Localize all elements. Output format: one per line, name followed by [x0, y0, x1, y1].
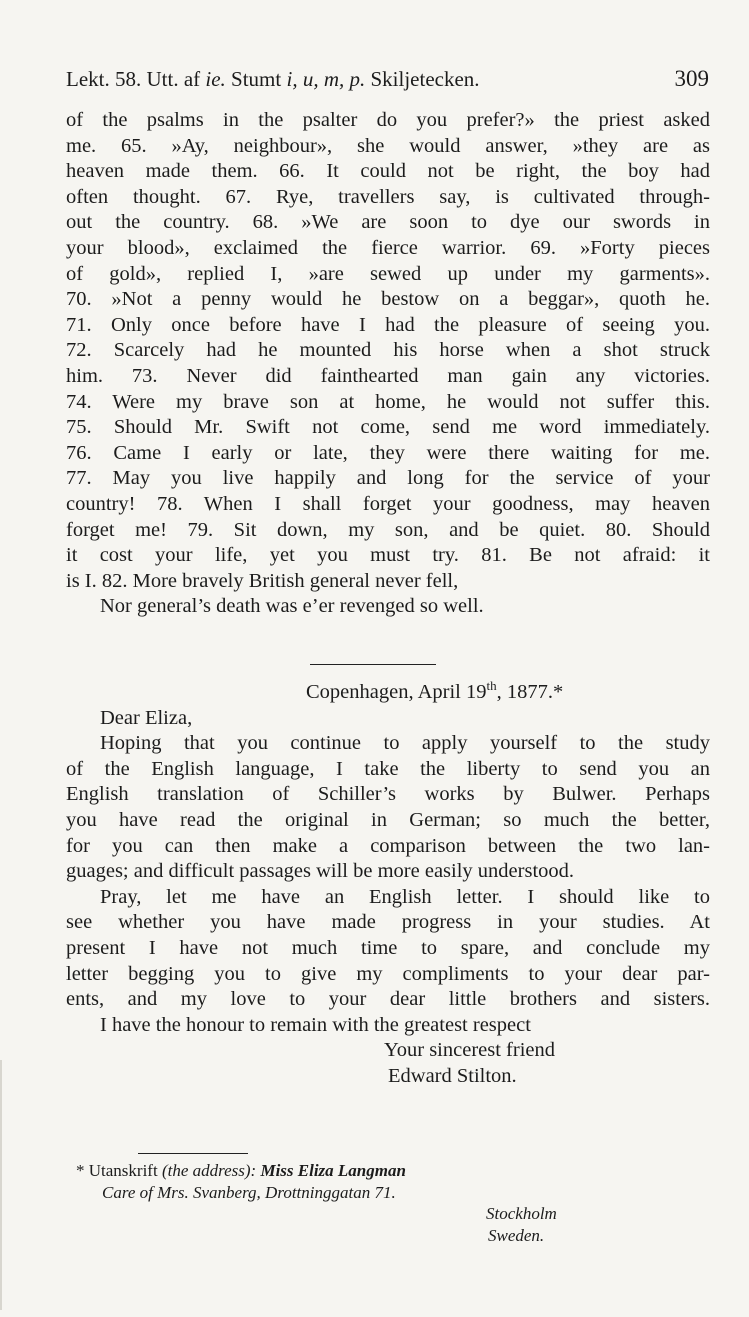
letter-dateline: Copenhagen, April 19th, 1877.*: [306, 678, 564, 703]
exercise-text: [66, 108, 710, 620]
running-title: Lekt. 58. Utt. af ie. Stumt i, u, m, p. Skiljetecken.: [66, 67, 480, 91]
text-line: 72. Scarcely had he mounted his horse when a shot struck: [66, 339, 710, 362]
footnote-line: Stockholm: [486, 1204, 557, 1223]
text-line: it cost your life, yet you must try. 81. Be not afraid: it: [66, 544, 710, 567]
verse-line: Nor general’s death was e’er revenged so well.: [100, 595, 484, 618]
text-line: out the country. 68. »We are soon to dye our swords in: [66, 211, 710, 234]
text-line: of gold», replied I, »are sewed up under my garments».: [66, 262, 710, 285]
text-line: is I. 82. More bravely British general never fell,: [66, 569, 459, 592]
footnote-line: Sweden.: [488, 1225, 545, 1245]
text-line: country! 78. When I shall forget your goodness, may heaven: [66, 492, 710, 515]
text-line: 70. »Not a penny would he bestow on a beggar», quoth he.: [66, 288, 710, 311]
letter-signature: Edward Stilton.: [388, 1064, 517, 1087]
signature-rule: [138, 1153, 248, 1154]
letter-line: English translation of Schiller’s works by Bulwer. Perhaps: [66, 783, 710, 806]
text-line: your blood», exclaimed the fierce warrior. 69. »Forty pieces: [66, 236, 710, 259]
page-number: 309: [674, 66, 709, 91]
letter-line: see whether you have made progress in your studies. At: [66, 911, 710, 934]
letter-closing: Your sincerest friend: [384, 1039, 555, 1062]
text-line: 74. Were my brave son at home, he would not suffer this.: [66, 390, 710, 413]
letter-line: letter begging you to give my compliments to your dear par-: [66, 962, 710, 985]
footnote: [60, 1160, 720, 1246]
text-line: forget me! 79. Sit down, my son, and be quiet. 80. Should: [66, 518, 710, 541]
section-divider: [310, 664, 436, 665]
page-edge-shadow: [0, 1060, 2, 1310]
text-line: heaven made them. 66. It could not be right, the boy had: [66, 160, 710, 183]
letter-line: of the English language, I take the liberty to send you an: [66, 757, 710, 780]
letter-line: you have read the original in German; so much the better,: [66, 808, 710, 831]
letter-line: Hoping that you continue to apply yourself to the study: [100, 732, 710, 755]
text-line: often thought. 67. Rye, travellers say, is cultivated through-: [66, 185, 710, 208]
text-line: 77. May you live happily and long for the service of your: [66, 467, 710, 490]
letter-line: ents, and my love to your dear little brothers and sisters.: [66, 988, 710, 1011]
letter-line: guages; and difficult passages will be more easily understood.: [66, 860, 575, 883]
text-line: me. 65. »Ay, neighbour», she would answer, »they are as: [66, 134, 710, 157]
text-line: of the psalms in the psalter do you prefer?» the priest asked: [66, 109, 710, 131]
text-line: 76. Came I early or late, they were there waiting for me.: [66, 441, 710, 464]
text-line: 71. Only once before have I had the pleasure of seeing you.: [66, 313, 710, 336]
letter-line: I have the honour to remain with the greatest respect: [100, 1013, 531, 1036]
text-line: him. 73. Never did fainthearted man gain any victories.: [66, 364, 710, 387]
running-header: [66, 66, 709, 92]
letter: [66, 680, 710, 1090]
letter-salutation: Dear Eliza,: [100, 706, 193, 729]
text-line: 75. Should Mr. Swift not come, send me word immediately.: [66, 416, 710, 439]
footnote-line: * Utanskrift (the address): Miss Eliza Langman: [76, 1161, 406, 1180]
letter-line: Pray, let me have an English letter. I should like to: [100, 885, 710, 908]
letter-line: present I have not much time to spare, and conclude my: [66, 936, 710, 959]
footnote-line: Care of Mrs. Svanberg, Drottninggatan 71.: [102, 1182, 396, 1202]
letter-line: for you can then make a comparison between the two lan-: [66, 834, 710, 857]
